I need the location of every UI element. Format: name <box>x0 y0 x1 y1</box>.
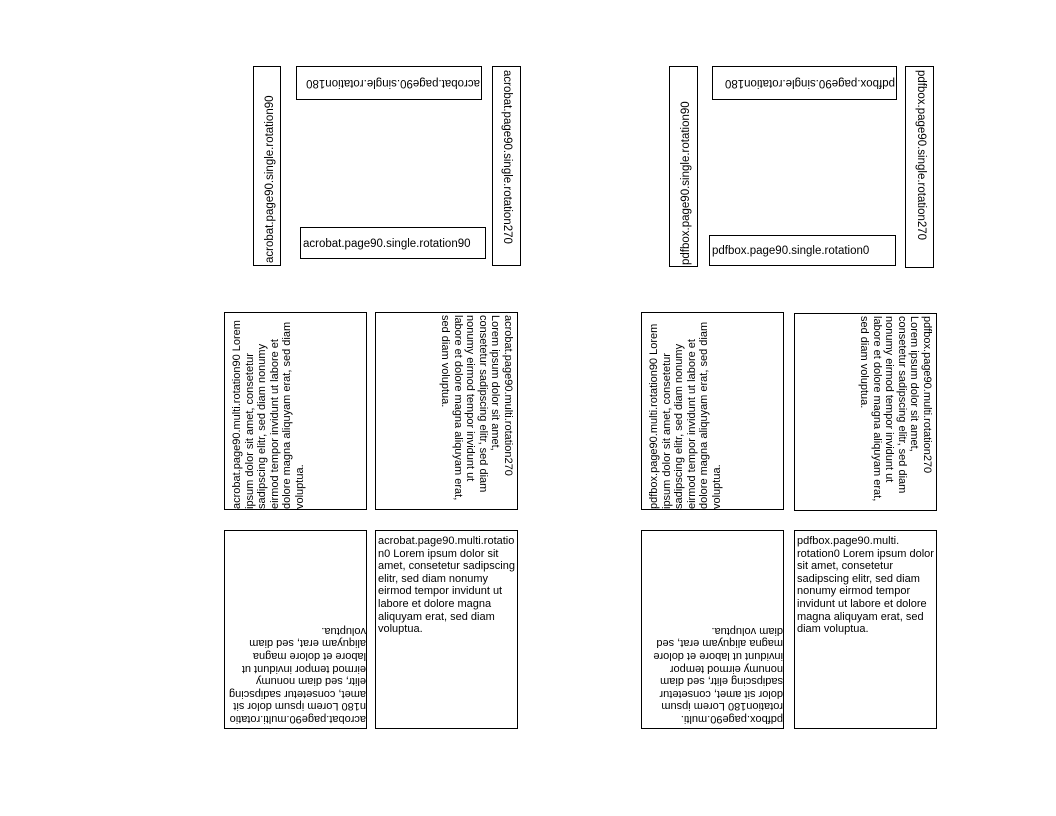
pdfbox-single-rotation180-text: pdfbox.page90.single.rotation180 <box>724 77 895 89</box>
pdfbox-single-rotation270-box <box>905 66 934 268</box>
pdfbox-multi-rotation90-text: pdfbox.page90.multi.rotation90 Lorem ipsum dolor sit amet, consetetur sadipscing elitr, sed diam nonumy eirmod tempor invidunt ut labore et dolore magna aliquyam erat, sed diam voluptua. <box>648 321 723 509</box>
acrobat-single-rotation180-text: acrobat.page90.single.rotation180 <box>306 77 480 89</box>
acrobat-multi-rotation90-text: acrobat.page90.multi.rotation90 Lorem ipsum dolor sit amet, consetetur sadipscing elitr, sed diam nonumy eirmod tempor invidunt ut labore et dolore magna aliquyam erat, sed diam voluptua. <box>231 320 306 509</box>
acrobat-multi-rotation90-box <box>224 312 367 510</box>
acrobat-single-rotation90-horizontal-text: acrobat.page90.single.rotation90 <box>303 238 471 250</box>
pdfbox-single-rotation90-text: pdfbox.page90.single.rotation90 <box>680 101 692 265</box>
acrobat-multi-rotation180-text: acrobat.page90.multi.rotation180 Lorem ipsum dolor sit amet, consetetur sadipscing elitr, sed diam nonumy eirmod tempor invidunt ut labore et dolore magna aliquyam erat, sed diam voluptua. <box>229 624 366 725</box>
pdfbox-multi-rotation90-box <box>641 312 784 510</box>
acrobat-single-rotation90-horizontal-box <box>300 227 486 259</box>
pdfbox-multi-rotation180-box <box>641 530 784 729</box>
pdfbox-single-rotation180-box <box>712 66 897 100</box>
pdfbox-multi-rotation0-text: pdfbox.page90.multi. rotation0 Lorem ipsum dolor sit amet, consetetur sadipscing elitr, sed diam nonumy eirmod tempor invidunt ut labore et dolore magna aliquyam erat, sed diam voluptua. <box>797 535 934 636</box>
acrobat-multi-rotation270-text: acrobat.page90.multi.rotation270 Lorem ipsum dolor sit amet, consetetur sadipscing elitr, sed diam nonumy eirmod tempor invidunt ut labore et dolore magna aliquyam erat, sed diam voluptua. <box>439 315 514 501</box>
pdfbox-single-rotation90-box <box>669 66 698 267</box>
pdfbox-single-rotation270-text: pdfbox.page90.single.rotation270 <box>915 70 927 241</box>
pdfbox-multi-rotation180-text: pdfbox.page90.multi. rotation180 Lorem ipsum dolor sit amet, consetetur sadipscing elitr, sed diam nonumy eirmod tempor invidunt ut labore et dolore magna aliquyam erat, sed diam voluptua. <box>653 624 783 725</box>
pdfbox-multi-rotation270-text: pdfbox.page90.multi.rotation270 Lorem ipsum dolor sit amet, consetetur sadipscing elitr, sed diam nonumy eirmod tempor invidunt ut labore et dolore magna aliquyam erat, sed diam voluptua. <box>858 316 933 502</box>
pdfbox-single-rotation0-text: pdfbox.page90.single.rotation0 <box>712 245 870 257</box>
acrobat-single-rotation270-box <box>492 66 521 266</box>
acrobat-single-rotation90-vertical-text: acrobat.page90.single.rotation90 <box>264 95 276 263</box>
pdfbox-multi-rotation270-box <box>794 313 937 511</box>
acrobat-single-rotation270-text: acrobat.page90.single.rotation270 <box>501 70 513 244</box>
pdfbox-single-rotation0-box <box>709 235 896 266</box>
acrobat-multi-rotation180-box <box>224 530 367 729</box>
acrobat-single-rotation180-box <box>296 66 482 100</box>
acrobat-multi-rotation0-box <box>375 530 518 729</box>
acrobat-multi-rotation270-box <box>375 312 518 510</box>
pdfbox-multi-rotation0-box <box>794 530 937 729</box>
acrobat-multi-rotation0-text: acrobat.page90.multi.rotation0 Lorem ipsum dolor sit amet, consetetur sadipscing elitr, sed diam nonumy eirmod tempor invidunt ut labore et dolore magna aliquyam erat, sed diam voluptua. <box>378 535 515 636</box>
acrobat-single-rotation90-vertical-box <box>253 66 281 266</box>
